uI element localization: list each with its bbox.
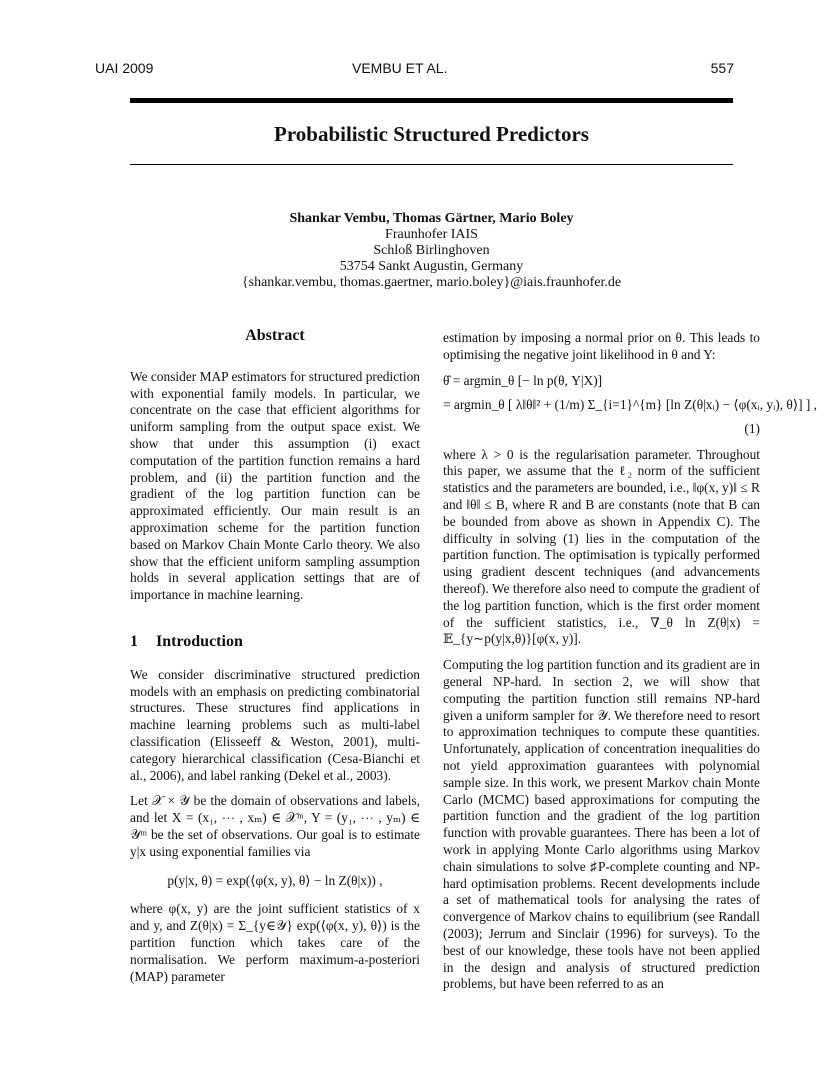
abstract-heading: Abstract [245, 327, 305, 344]
title-top-rule [130, 98, 733, 103]
equation-1-line-1: θ̂ = argmin_θ [− ln p(θ, Y|X)] [443, 372, 603, 388]
page-number: 557 [710, 60, 734, 76]
right-column [443, 330, 818, 1002]
affiliation: Fraunhofer IAIS [385, 227, 478, 242]
equation-number: (1) [744, 420, 760, 436]
section-heading-introduction [130, 634, 420, 651]
author-block [130, 211, 733, 291]
running-header-authors: VEMBU ET AL. [352, 60, 448, 76]
running-header-venue: UAI 2009 [95, 60, 154, 76]
intro-paragraph-3: where φ(x, y) are the joint sufficient statistics of x and y, and Z(θ|x) = Σ_{y∈𝒴} exp(⟨φ(x, y), θ⟩) is the partition function which takes care of the normalisation. We perform maximum-a-posteriori (MAP) parameter [130, 901, 420, 984]
author-emails: {shankar.vembu, thomas.gaertner, mario.boley}@iais.fraunhofer.de [241, 275, 622, 290]
left-column [130, 328, 420, 994]
right-paragraph-1: where λ > 0 is the regularisation parameter. Throughout this paper, we assume that the ℓ₂ norm of the sufficient statistics and the parameters are bounded, i.e., ‖φ(x, y)‖ ≤ R and ‖θ‖ ≤ B, where R and B are constants (note that B can be bounded from above as shown in Appendix C). The difficulty in solving (1) lies in the computation of the partition function. The optimisation is typically performed using gradient descent techniques (and advancements thereof). We therefore also need to compute the gradient of the log partition function, which is the first order moment of the sufficient statistics, i.e., ∇_θ ln Z(θ|x) = 𝔼_{y∼p(y|x,θ)}[φ(x, y)]. [443, 446, 760, 647]
right-paragraph-2: Computing the log partition function and its gradient are in general NP-hard. In section 2, we will show that computing the partition function still remains NP-hard given a uniform sampler for 𝒴. We therefore need to resort to approximation techniques to compute these quantities. Unfortunately, application of concentration inequalities do not yield approximation guarantees with polynomial sample size. In this work, we present Markov chain Monte Carlo (MCMC) based approximations for computing the partition function and the gradient of the log partition function with provable guarantees. There has been a lot of work in applying Monte Carlo algorithms using Markov chain simulations to solve ♯P-complete counting and NP-hard optimisation problems. Recent developments include a set of mathematical tools for analysing the rates of convergence of Markov chains to equilibrium (see Randall (2003); Jerrum and Sinclair (1996) for surveys). To the best of our knowledge, these tools have not been applied in the design and analysis of structured prediction problems, but have been referred to as an [443, 657, 760, 992]
abstract-text: We consider MAP estimators for structured prediction with exponential family models. In particular, we concentrate on the case that efficient algorithms for uniform sampling from the output space exist. We show that under this assumption (i) exact computation of the partition function remains a hard problem, and (ii) the partition function and the gradient of the log partition function can be approximated efficiently. Our main result is an approximation scheme for the partition function based on Markov Chain Monte Carlo theory. We also show that the efficient uniform sampling assumption holds in several application settings that are of importance in machine learning. [130, 368, 420, 603]
equation-1-line-2: = argmin_θ [ λ‖θ‖² + (1/m) Σ_{i=1}^{m} [ln Z(θ|xᵢ) − ⟨φ(xᵢ, yᵢ), θ⟩] ] , [443, 396, 818, 412]
section-number: 1 [130, 632, 138, 650]
intro-paragraph-1: We consider discriminative structured prediction models with an emphasis on predicting combinatorial structures. These structures find applications in machine learning problems such as multi-label classification (Elisseeff & Weston, 2001), multi-category hierarchical classification (Cesa-Bianchi et al., 2006), and label ranking (Dekel et al., 2003). [130, 666, 420, 783]
address-line-1: Schloß Birlinghoven [373, 243, 490, 258]
intro-paragraph-2: Let 𝒳 × 𝒴 be the domain of observations and labels, and let X = (x₁, ⋯ , xₘ) ∈ 𝒳ᵐ, Y = (y₁, ⋯ , yₘ) ∈ 𝒴ᵐ be the set of observations. Our goal is to estimate y|x using exponential families via [130, 793, 420, 859]
section-title: Introduction [156, 632, 243, 650]
address-line-2: 53754 Sankt Augustin, Germany [339, 259, 524, 274]
paper-title: Probabilistic Structured Predictors [274, 122, 589, 146]
equation-1 [443, 372, 818, 439]
right-paragraph-0: estimation by imposing a normal prior on θ. This leads to optimising the negative joint likelihood in θ and Y: [443, 330, 760, 362]
equation-exponential-family: p(y|x, θ) = exp(⟨φ(x, y), θ⟩ − ln Z(θ|x)) , [167, 872, 383, 888]
title-bottom-rule [130, 164, 733, 165]
author-names: Shankar Vembu, Thomas Gärtner, Mario Boley [289, 211, 574, 226]
